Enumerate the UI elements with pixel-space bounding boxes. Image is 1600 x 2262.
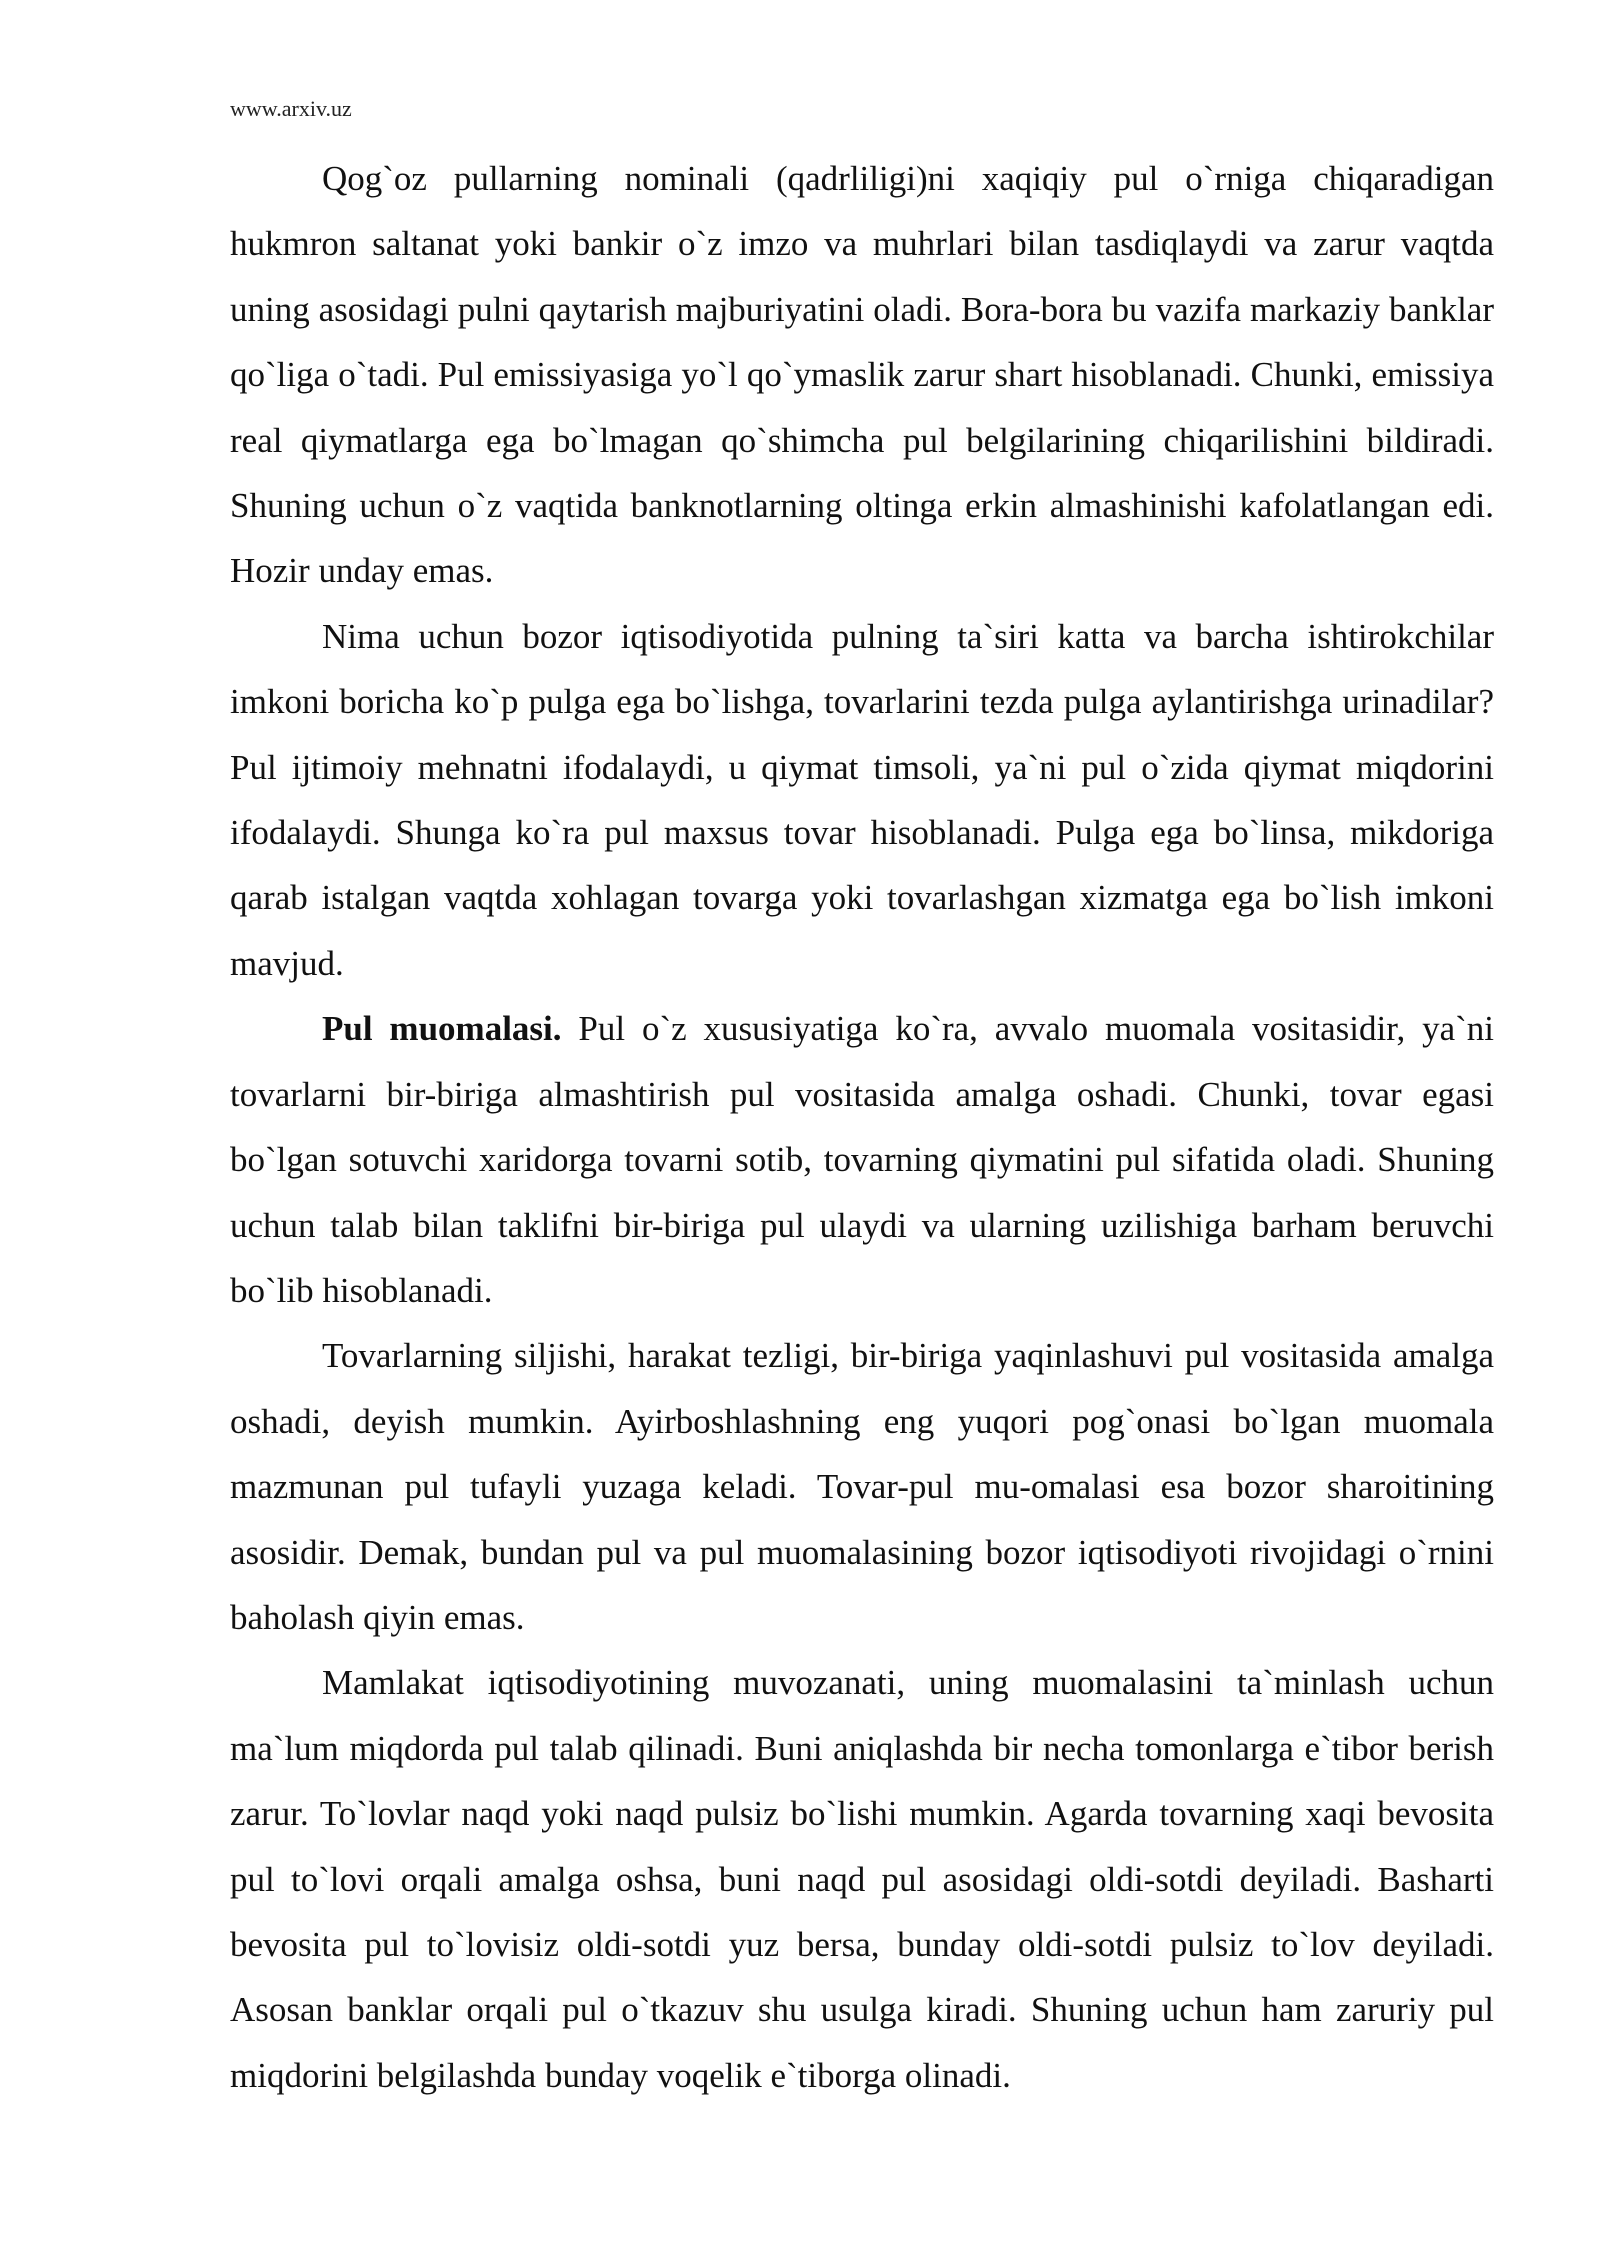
section-heading-pul-muomalasi: Pul muomalasi. xyxy=(322,1009,562,1049)
paragraph-1-text: Qog`oz pullarning nominali (qadrliligi)ni xaqiqiy pul o`rniga chiqaradigan hukmron saltanat yoki bankir o`z imzo va muhrlari bilan tasdiqlaydi va zarur vaqtda uning asosidagi pulni qaytarish majburiyatini oladi. Bora-bora bu vazifa markaziy banklar qo`liga o`tadi. Pul emissiyasiga yo`l qo`ymaslik zarur shart hisoblanadi. Chunki, emissiya real qiymatlarga ega bo`lmagan qo`shimcha pul belgilarining chiqarilishini bildiradi. Shuning uchun o`z vaqtida banknotlarning oltinga erkin almashinishi kafolatlangan edi. Hozir unday emas. xyxy=(230,159,1494,591)
document-body xyxy=(230,146,1494,2108)
paragraph-3-text: Pul o`z xususiyatiga ko`ra, avvalo muomala vositasidir, ya`ni tovarlarni bir-biriga almashtirish pul vositasida amalga oshadi. Chunki, tovar egasi bo`lgan sotuvchi xaridorga tovarni sotib, tovarning qiymatini pul sifatida oladi. Shuning uchun talab bilan taklifni bir-biriga pul ulaydi va ularning uzilishiga barham beruvchi bo`lib hisoblanadi. xyxy=(230,1009,1494,1310)
paragraph-4-text: Tovarlarning siljishi, harakat tezligi, bir-biriga yaqinlashuvi pul vositasida amalga oshadi, deyish mumkin. Ayirboshlashning eng yuqori pog`onasi bo`lgan muomala mazmunan pul tufayli yuzaga keladi. Tovar-pul mu-omalasi esa bozor sharoitining asosidir. Demak, bundan pul va pul muomalasining bozor iqtisodiyoti rivojidagi o`rnini baholash qiyin emas. xyxy=(230,1336,1494,1637)
paragraph-5 xyxy=(230,1650,1494,2108)
paragraph-2-text: Nima uchun bozor iqtisodiyotida pulning ta`siri katta va barcha ishtirokchilar imkoni boricha ko`p pulga ega bo`lishga, tovarlarini tezda pulga aylantirishga urinadilar? Pul ijtimoiy mehnatni ifodalaydi, u qiymat timsoli, ya`ni pul o`zida qiymat miqdorini ifodalaydi. Shunga ko`ra pul maxsus tovar hisoblanadi. Pulga ega bo`linsa, mikdoriga qarab istalgan vaqtda xohlagan tovarga yoki tovarlashgan xizmatga ega bo`lish imkoni mavjud. xyxy=(230,616,1494,983)
paragraph-4 xyxy=(230,1323,1494,1650)
paragraph-3 xyxy=(230,996,1494,1323)
page-header-site: www.arxiv.uz xyxy=(230,96,352,121)
paragraph-5-text: Mamlakat iqtisodiyotining muvozanati, uning muomalasini ta`minlash uchun ma`lum miqdorda pul talab qilinadi. Buni aniqlashda bir necha tomonlarga e`tibor berish zarur. To`lovlar naqd yoki naqd pulsiz bo`lishi mumkin. Agarda tovarning xaqi bevosita pul to`lovi orqali amalga oshsa, buni naqd pul asosidagi oldi-sotdi deyiladi. Basharti bevosita pul to`lovisiz oldi-sotdi yuz bersa, bunday oldi-sotdi pulsiz to`lov deyiladi. Asosan banklar orqali pul o`tkazuv shu usulga kiradi. Shuning uchun ham zaruriy pul miqdorini belgilashda bunday voqelik e`tiborga olinadi. xyxy=(230,1663,1494,2095)
paragraph-1 xyxy=(230,146,1494,604)
paragraph-2 xyxy=(230,604,1494,996)
